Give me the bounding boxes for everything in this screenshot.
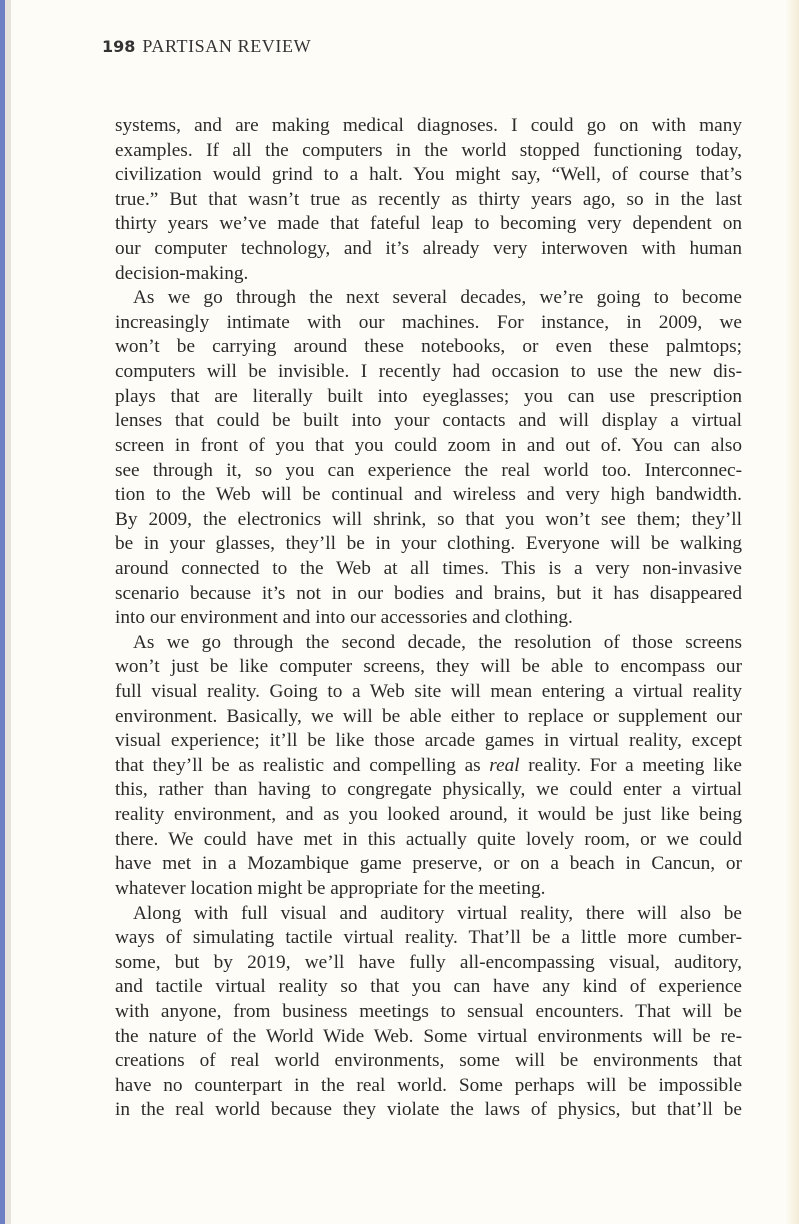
text-line: visual experience; it’ll be like those arcade games in virtual reality, except (115, 730, 742, 752)
text-line: screen in front of you that you could zoom in and out of. You can also (115, 434, 742, 456)
text-line: reality environment, and as you looked around, it would be just like being (115, 804, 742, 826)
text-line: this, rather than having to congregate physically, we could enter a virtual (115, 779, 742, 801)
paragraph (115, 114, 742, 286)
text-line: civilization would grind to a halt. You might say, “Well, of course that’s (115, 164, 742, 186)
text-line: won’t just be like computer screens, they will be able to encompass our (115, 656, 742, 678)
text-line: in the real world because they violate the laws of physics, but that’ll be (115, 1099, 742, 1121)
text-line: scenario because it’s not in our bodies and brains, but it has disappeared (115, 582, 742, 604)
paragraph (115, 286, 742, 631)
scan-edge-right (785, 0, 799, 1224)
text-line: By 2009, the electronics will shrink, so that you won’t see them; they’ll (115, 508, 742, 530)
text-line: see through it, so you can experience the real world too. Interconnec- (115, 459, 742, 481)
text-line: with anyone, from business meetings to sensual encounters. That will be (115, 1000, 742, 1022)
text-line: As we go through the next several decades, we’re going to become (133, 287, 742, 309)
scan-edge-grey (5, 0, 11, 1224)
text-line: thirty years we’ve made that fateful leap to becoming very dependent on (115, 213, 742, 235)
text-line: environment. Basically, we will be able either to replace or supplement our (115, 705, 742, 727)
page-number: 198 (102, 37, 136, 56)
text-line: decision-making. (115, 262, 249, 284)
text-line: full visual reality. Going to a Web site will mean entering a virtual reality (115, 681, 742, 703)
running-header (102, 36, 311, 57)
text-line: true.” But that wasn’t true as recently as thirty years ago, so in the last (115, 188, 742, 210)
text-line: have no counterpart in the real world. Some perhaps will be impossible (115, 1074, 742, 1096)
text-line: Along with full visual and auditory virtual reality, there will also be (133, 902, 742, 924)
text-line: be in your glasses, they’ll be in your clothing. Everyone will be walking (115, 533, 742, 555)
text-line: systems, and are making medical diagnoses. I could go on with many (115, 115, 742, 136)
text-line: have met in a Mozambique game preserve, or on a beach in Cancun, or (115, 853, 742, 875)
text-line: plays that are literally built into eyeglasses; you can use prescription (115, 385, 742, 407)
text-line: creations of real world environments, some will be environments that (115, 1050, 742, 1072)
text-line: examples. If all the computers in the world stopped functioning today, (115, 139, 742, 161)
text-line: some, but by 2019, we’ll have fully all-encompassing visual, auditory, (115, 951, 742, 973)
text-line: ways of simulating tactile virtual reality. That’ll be a little more cumber- (115, 927, 742, 949)
text-line: our computer technology, and it’s already very interwoven with human (115, 238, 742, 260)
text-line: won’t be carrying around these notebooks, or even these palmtops; (115, 336, 742, 358)
paragraph (115, 631, 742, 902)
text-line: computers will be invisible. I recently had occasion to use the new dis- (115, 361, 742, 383)
text-line: there. We could have met in this actually quite lovely room, or we could (115, 828, 742, 850)
paragraph (115, 902, 742, 1123)
text-line: increasingly intimate with our machines. For instance, in 2009, we (115, 311, 742, 333)
text-line: tion to the Web will be continual and wireless and very high bandwidth. (115, 484, 742, 506)
text-line: into our environment and into our accessories and clothing. (115, 607, 573, 629)
text-line: lenses that could be built into your contacts and will display a virtual (115, 410, 742, 432)
text-line: around connected to the Web at all times. This is a very non-invasive (115, 557, 742, 579)
text-line: and tactile virtual reality so that you can have any kind of experience (115, 976, 742, 998)
text-line: that they’ll be as realistic and compelling as real reality. For a meeting like (115, 754, 742, 776)
journal-title: PARTISAN REVIEW (142, 36, 312, 56)
text-line: As we go through the second decade, the resolution of those screens (133, 631, 742, 653)
text-line: the nature of the World Wide Web. Some virtual environments will be re- (115, 1025, 742, 1047)
text-line: whatever location might be appropriate for the meeting. (115, 877, 546, 899)
body-text (115, 114, 742, 1123)
